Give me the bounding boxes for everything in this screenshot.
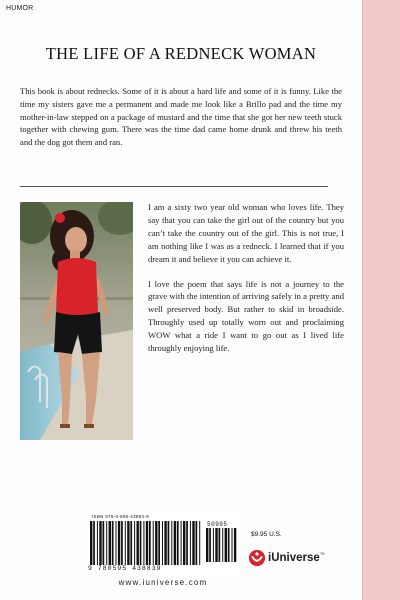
publisher-website: www.iuniverse.com [118,578,208,587]
barcode-bars [90,521,202,565]
isbn-label: ISBN 978-0-595-43883-9 [92,514,149,519]
isbn-digits: 9 780595 438839 [88,565,162,572]
author-bio [148,201,344,367]
spine-strip [362,0,400,600]
genre-label: HUMOR [6,5,34,12]
bio-paragraph: I am a sixty two year old woman who loves life. They say that you can take the girl out of the country but you can’t take the country out of the girl. This is not true, I am nothing like I was as a redneck. I learned that if you dream it and believe it you can achieve it. [148,202,344,264]
section-divider [20,186,328,187]
price-label: $9.95 U.S. [251,531,282,538]
author-photo [20,202,133,440]
bio-paragraph: I love the poem that says life is not a journey to the grave with the intention of arriving safely in a pretty and well preserved body. But rather to skid in broadside. Throughly used up totally worn out and proclaiming WOW what a ride I want to go out as I lived life throughly enjoying life. [148,278,344,354]
isbn-barcode [86,514,240,576]
book-title: THE LIFE OF A REDNECK WOMAN [45,44,317,63]
price-code: 50995 [207,521,228,528]
price-barcode-bars [206,528,238,562]
iuniverse-logo-icon [248,549,266,567]
publisher-logo [248,547,325,569]
book-blurb: This book is about rednecks. Some of it is about a hard life and some of it is funny. Like the time my sisters gave me a permanent and made me look like a Brillo pad and the time my mother-in-law stepped on a package of mustard and the time that she got her new teeth stuck together with chewing gum. There was the time dad came home drunk and threw his teeth and the dog got them and ran. [20,86,342,148]
publisher-name: iUniverse™ [268,552,325,564]
